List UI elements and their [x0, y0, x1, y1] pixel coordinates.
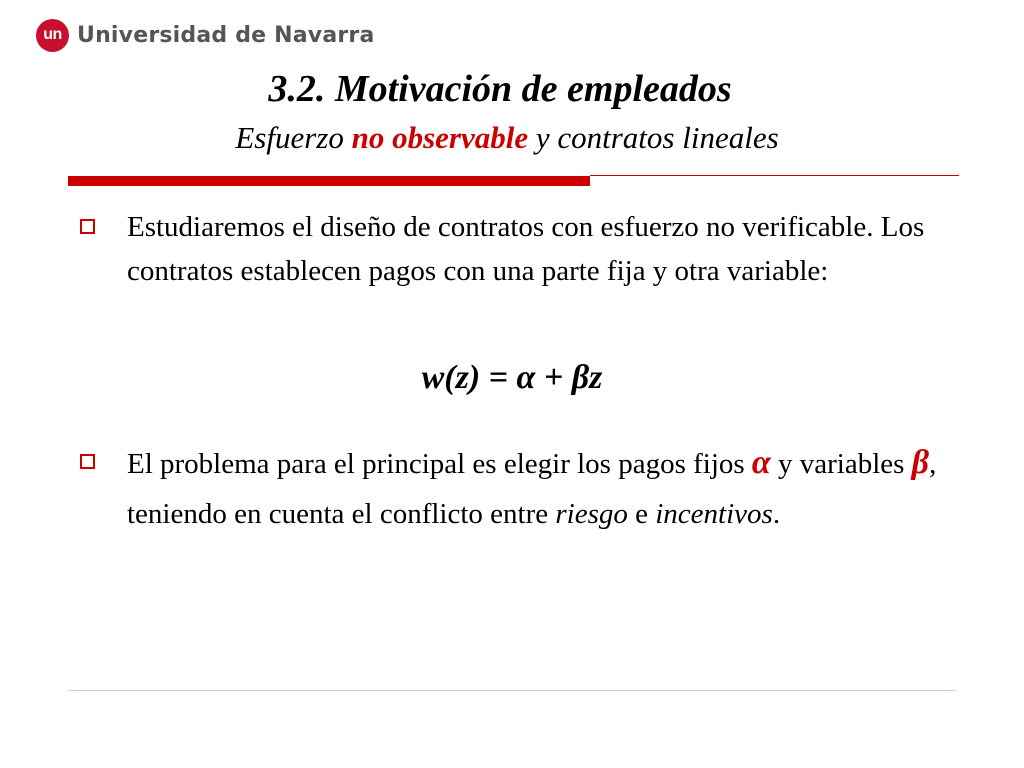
formula: w(z) = α + βz [421, 359, 603, 396]
slide-title: 3.2. Motivación de empleados [268, 68, 732, 110]
bullet-2-text3: , teniendo en cuenta el conflicto entre [127, 448, 937, 530]
subtitle-part1: Esfuerzo [235, 120, 352, 155]
bullet-1-text: Estudiaremos el diseño de contratos con esfuerzo no verificable. Los contratos establecen pagos con una parte fija y otra variable: [127, 211, 925, 287]
subtitle-highlight: no observable [351, 120, 529, 155]
footer-rule [68, 690, 956, 691]
bullet-item-1 [75, 205, 965, 293]
subtitle-part2: y contratos lineales [528, 120, 779, 155]
title-rule-thin [590, 175, 959, 176]
incentivos-term: incentivos [655, 498, 773, 530]
logo-mark: un [36, 19, 69, 52]
bullet-2-text4: e [627, 498, 656, 530]
alpha-symbol: α [751, 444, 771, 481]
bullet-2-text5: . [772, 498, 781, 530]
bullet-2-text2: y variables [770, 448, 912, 480]
slide-subtitle [0, 118, 1014, 158]
university-logo [36, 18, 375, 52]
riesgo-term: riesgo [555, 498, 628, 530]
square-bullet-icon [80, 454, 95, 469]
square-bullet-icon [80, 219, 95, 234]
bullet-2-text1: El problema para el principal es elegir los pagos fijos [127, 448, 752, 480]
beta-symbol: β [911, 444, 930, 481]
title-rule-thick [68, 176, 590, 186]
bullet-2-text [127, 438, 965, 539]
bullet-item-2 [75, 438, 965, 539]
logo-text: Universidad de Navarra [77, 22, 375, 48]
